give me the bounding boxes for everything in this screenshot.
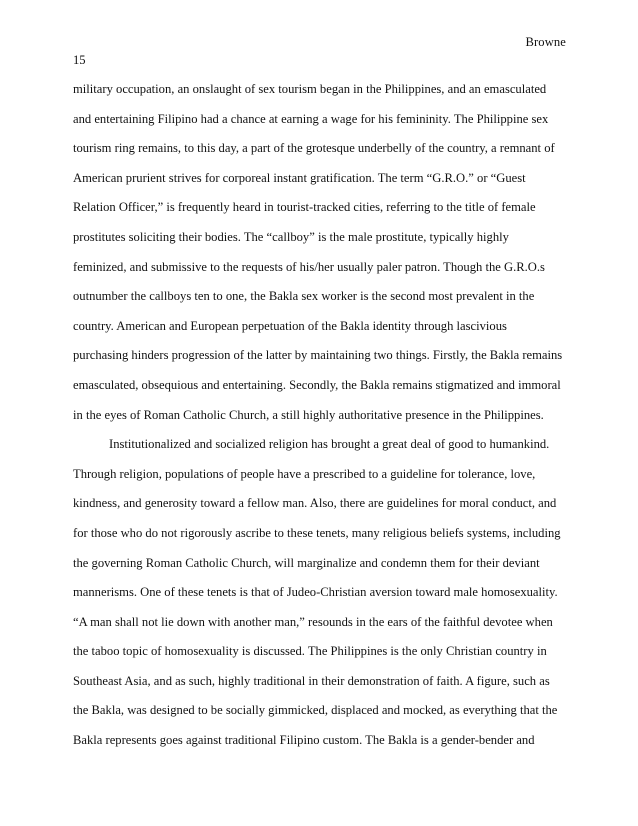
text-line: emasculated, obsequious and entertaining. Secondly, the Bakla remains stigmatized and immoral bbox=[73, 377, 561, 392]
text-line: kindness, and generosity toward a fellow man. Also, there are guidelines for moral conduct, and bbox=[73, 496, 557, 511]
text-line: the governing Roman Catholic Church, will marginalize and condemn them for their deviant bbox=[73, 555, 540, 570]
text-line: mannerisms. One of these tenets is that of Judeo-Christian aversion toward male homosexuality. bbox=[73, 585, 558, 600]
text-line: outnumber the callboys ten to one, the Bakla sex worker is the second most prevalent in the bbox=[73, 289, 535, 304]
text-line: tourism ring remains, to this day, a part of the grotesque underbelly of the country, a remnant of bbox=[73, 141, 555, 156]
text-line: and entertaining Filipino had a chance at earning a wage for his femininity. The Philippine sex bbox=[73, 111, 549, 126]
text-line: Bakla represents goes against traditional Filipino custom. The Bakla is a gender-bender and bbox=[73, 733, 535, 748]
text-line: the taboo topic of homosexuality is discussed. The Philippines is the only Christian country in bbox=[73, 644, 547, 659]
text-line: “A man shall not lie down with another man,” resounds in the ears of the faithful devotee when bbox=[73, 614, 553, 629]
text-line: American prurient strives for corporeal instant gratification. The term “G.R.O.” or “Guest bbox=[73, 170, 526, 185]
body-text bbox=[73, 75, 569, 756]
text-line: the Bakla, was designed to be socially gimmicked, displaced and mocked, as everything that the bbox=[73, 703, 558, 718]
text-line: military occupation, an onslaught of sex tourism began in the Philippines, and an emasculated bbox=[73, 82, 547, 96]
text-line: for those who do not rigorously ascribe to these tenets, many religious beliefs systems, including bbox=[73, 525, 561, 540]
page-number: 15 bbox=[73, 53, 86, 67]
text-line: Southeast Asia, and as such, highly traditional in their demonstration of faith. A figure, such as bbox=[73, 673, 550, 688]
text-line: in the eyes of Roman Catholic Church, a still highly authoritative presence in the Philippines. bbox=[73, 407, 544, 422]
text-line: Relation Officer,” is frequently heard in tourist-tracked cities, referring to the title of female bbox=[73, 200, 536, 215]
text-line: country. American and European perpetuation of the Bakla identity through lascivious bbox=[73, 318, 507, 333]
text-line: feminized, and submissive to the requests of his/her usually paler patron. Though the G.R.O.s bbox=[73, 259, 545, 274]
text-line: prostitutes soliciting their bodies. The “callboy” is the male prostitute, typically highly bbox=[73, 229, 509, 244]
text-line: Through religion, populations of people have a prescribed to a guideline for tolerance, love, bbox=[73, 466, 536, 481]
paragraph-first-line: Institutionalized and socialized religion has brought a great deal of good to humankind. bbox=[109, 437, 550, 452]
text-line: purchasing hinders progression of the latter by maintaining two things. Firstly, the Bakla remains bbox=[73, 348, 563, 363]
running-header-author: Browne bbox=[525, 35, 566, 49]
